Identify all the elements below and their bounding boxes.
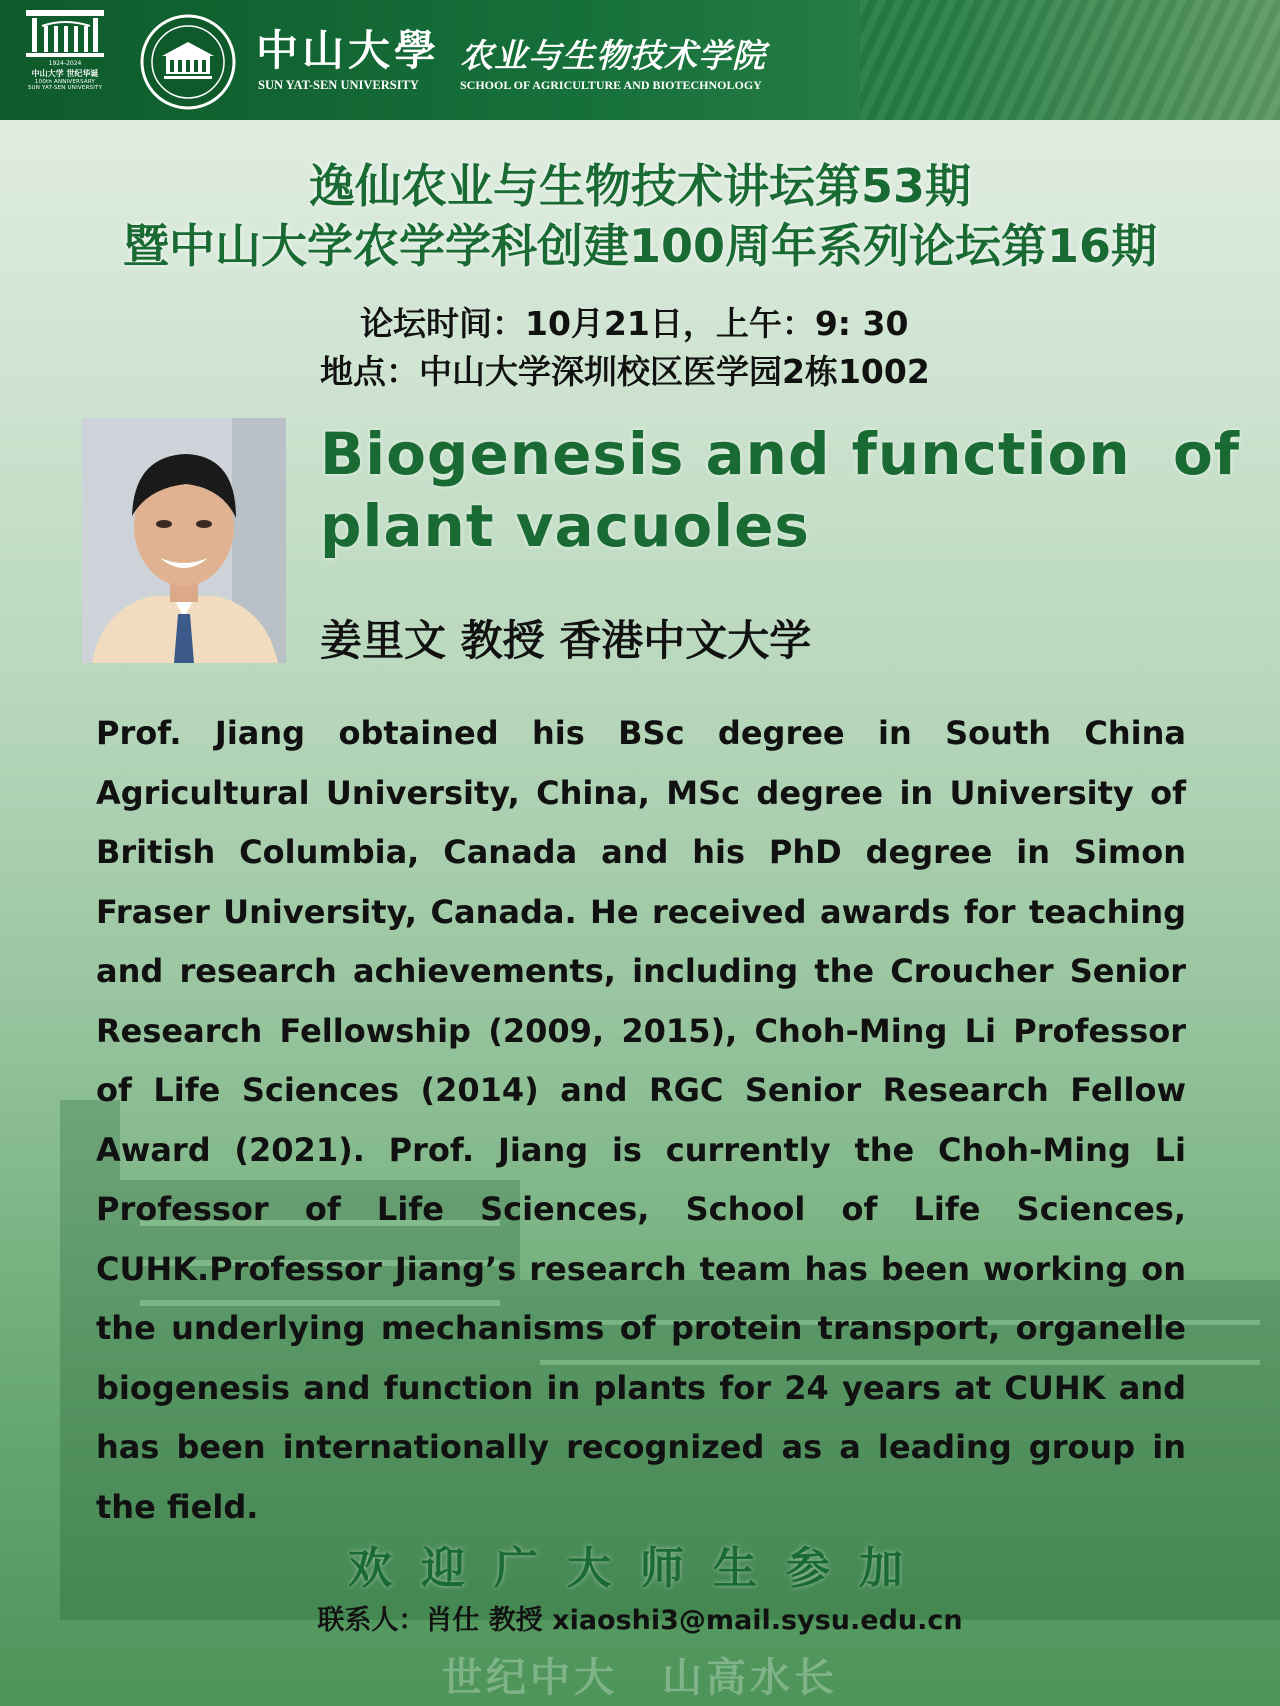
speaker-portrait-icon: [82, 418, 286, 663]
talk-title-line1: Biogenesis and function of: [320, 420, 1241, 488]
welcome-text: 欢迎广大师生参加: [348, 1543, 932, 1594]
memorial-arch-icon: [24, 6, 106, 58]
forum-time: 论坛时间：10月21日，上午：9: 30: [360, 304, 909, 343]
school-name-cn: 农业与生物技术学院: [460, 36, 766, 75]
speaker-bio: Prof. Jiang obtained his BSc degree in South China Agricultural University, China, MSc degree in University of British Columbia, Canada and his PhD degree in Simon Fraser University, Canada. He received awards for teaching and research achievements, including the Croucher Senior Research Fellowship (2009, 2015), Choh-Ming Li Professor of Life Sciences (2014) and RGC Senior Research Fellow Award (2021). Prof. Jiang is currently the Choh-Ming Li Professor of Life Sciences, School of Life Sciences, CUHK.Professor Jiang’s research team has been working on the underlying mechanisms of protein transport, organelle biogenesis and function in plants for 24 years at CUHK and has been internationally recognized as a leading group in the field.: [96, 714, 1186, 1526]
school-name-en: SCHOOL OF AGRICULTURE AND BIOTECHNOLOGY: [460, 78, 762, 92]
forum-title-line1: 逸仙农业与生物技术讲坛第53期: [308, 159, 971, 213]
header-texture: [860, 0, 1280, 120]
speaker-photo: [82, 418, 286, 663]
talk-title: [320, 418, 1241, 562]
forum-title-line2: 暨中山大学农学学科创建100周年系列论坛第16期: [122, 219, 1158, 273]
centennial-en-2: SUN YAT-SEN UNIVERSITY: [27, 85, 103, 91]
header-banner: [0, 0, 1280, 120]
university-name-cn: 中山大學: [256, 26, 441, 75]
motto-watermark: 世纪中大 山高水长: [442, 1654, 838, 1701]
speaker-name: 姜里文 教授 香港中文大学: [320, 616, 812, 665]
forum-place: 地点：中山大学深圳校区医学园2栋1002: [320, 352, 930, 391]
contact-info: 联系人：肖仕 教授 xiaoshi3@mail.sysu.edu.cn: [317, 1605, 963, 1636]
centennial-cn: 中山大学 世纪华诞: [31, 69, 99, 78]
centennial-logo: [20, 6, 110, 114]
talk-title-line2: plant vacuoles: [320, 492, 810, 560]
centennial-en-1: 100th ANNIVERSARY: [34, 79, 96, 85]
university-seal-icon: [140, 14, 236, 110]
centennial-years: 1924-2024: [48, 60, 82, 67]
university-name-en: SUN YAT-SEN UNIVERSITY: [258, 78, 419, 92]
